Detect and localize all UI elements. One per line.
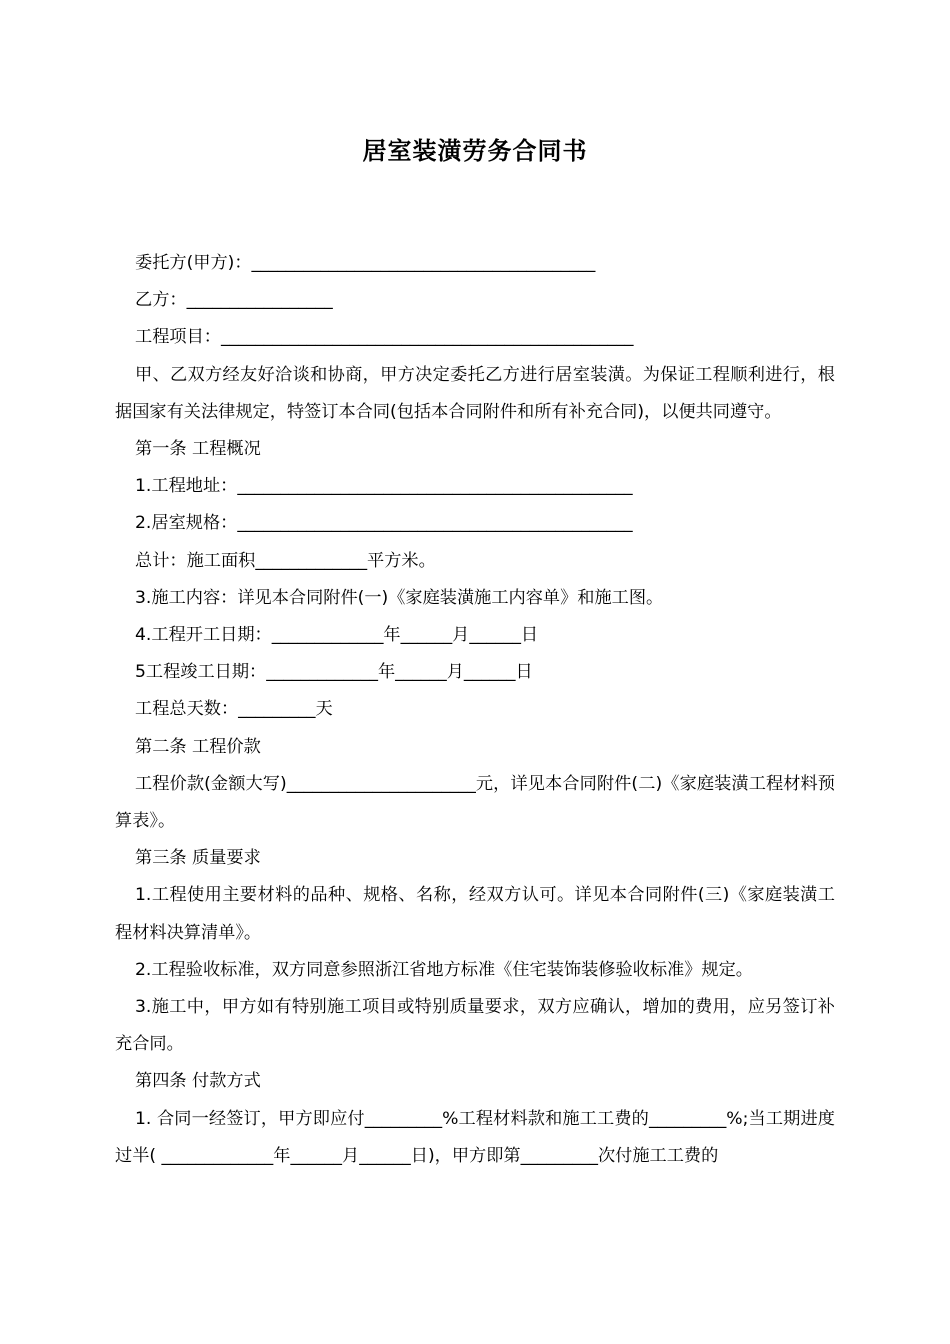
- project-price-paragraph: 工程价款(金额大写)______________________元，详见本合同附件(二)《家庭装潢工程材料预算表》。: [115, 773, 835, 832]
- payment-item-1: 1. 合同一经签订，甲方即应付_________%工程材料款和施工工费的_________%;当工期进度过半( _____________年______月______日)，甲方即第_________次付施工工费的: [115, 1108, 835, 1166]
- document-body: [115, 245, 835, 1175]
- article-1-heading: 第一条 工程概况: [135, 439, 261, 460]
- total-days-line: 工程总天数：_________天: [135, 699, 333, 720]
- total-area-line: 总计：施工面积_____________平方米。: [135, 550, 436, 571]
- article-3-heading: 第三条 质量要求: [135, 848, 261, 869]
- start-date-line: 4.工程开工日期：_____________年______月______日: [135, 625, 539, 646]
- work-content-line: 3.施工内容：详见本合同附件(一)《家庭装潢施工内容单》和施工图。: [135, 587, 664, 608]
- party-b-line: 乙方：_________________: [135, 290, 333, 311]
- project-address-line: 1.工程地址：______________________________________________: [135, 476, 633, 497]
- completion-date-line: 5工程竣工日期：_____________年______月______日: [135, 662, 533, 683]
- quality-item-3: 3.施工中，甲方如有特别施工项目或特别质量要求，双方应确认，增加的费用，应另签订补充合同。: [115, 997, 835, 1055]
- document-title: 居室装潢劳务合同书: [362, 137, 588, 165]
- article-4-heading: 第四条 付款方式: [135, 1071, 261, 1092]
- party-a-line: 委托方(甲方)：________________________________________: [135, 253, 596, 273]
- room-spec-line: 2.居室规格：______________________________________________: [135, 513, 633, 534]
- preamble-paragraph: 甲、乙双方经友好洽谈和协商，甲方决定委托乙方进行居室装潢。为保证工程顺利进行，根据国家有关法律规定，特签订本合同(包括本合同附件和所有补充合同)，以便共同遵守。: [115, 364, 835, 422]
- quality-item-1: 1.工程使用主要材料的品种、规格、名称，经双方认可。详见本合同附件(三)《家庭装潢工程材料决算清单》。: [115, 885, 835, 943]
- project-line: 工程项目：________________________________________________: [135, 327, 634, 348]
- quality-item-2: 2.工程验收标准，双方同意参照浙江省地方标准《住宅装饰装修验收标准》规定。: [135, 959, 753, 980]
- article-2-heading: 第二条 工程价款: [135, 736, 261, 757]
